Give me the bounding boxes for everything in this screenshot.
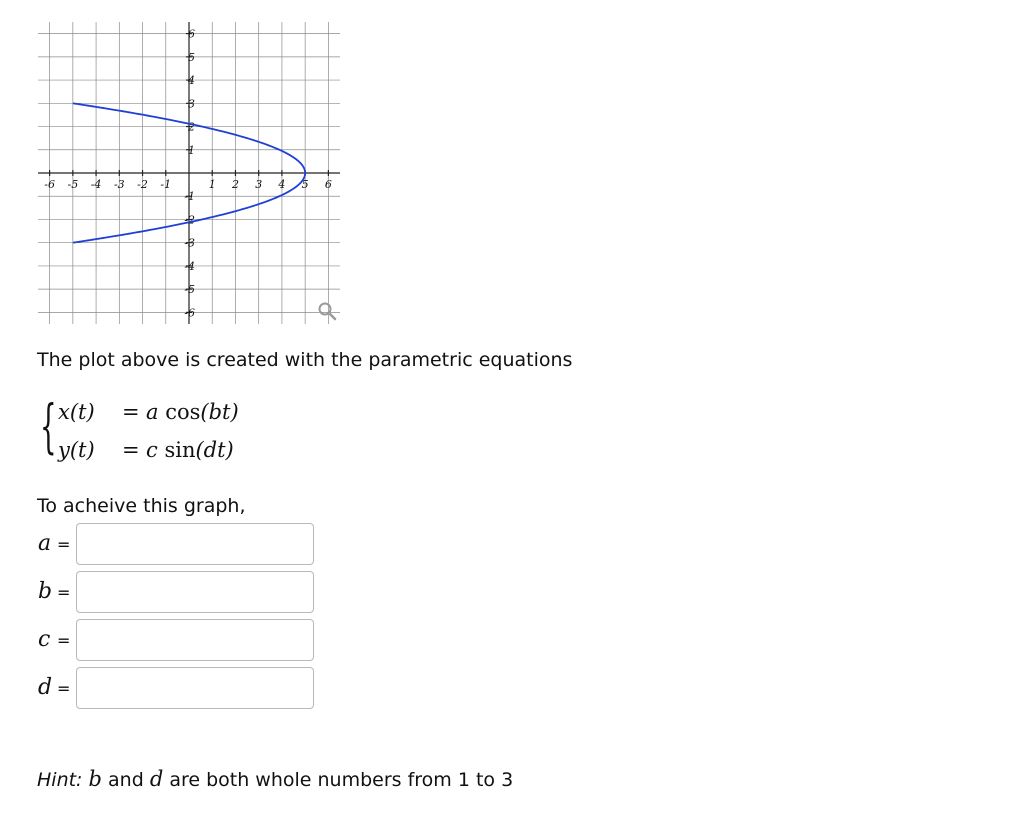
field-equals-d: =: [57, 679, 71, 698]
y-tick-label: -2: [184, 213, 195, 227]
equation-y: [58, 438, 234, 462]
equation-x-arg: (bt): [200, 400, 239, 424]
y-tick-label: -3: [184, 236, 195, 250]
y-tick-label: 5: [188, 50, 195, 64]
field-label-b: b: [38, 579, 53, 604]
field-equals-a: =: [57, 535, 71, 554]
magnifier-icon[interactable]: [320, 304, 336, 320]
field-equals-b: =: [57, 583, 71, 602]
instruction-text: To acheive this graph,: [37, 495, 246, 517]
x-tick-label: 4: [278, 178, 286, 191]
x-tick-label: -2: [137, 178, 148, 191]
equation-x-lhs: x(t): [58, 400, 95, 424]
equation-x-coef: a: [146, 400, 159, 424]
hint-text: [37, 767, 513, 791]
x-tick-label: -5: [67, 178, 79, 191]
y-tick-label: 4: [188, 74, 195, 88]
field-equals-c: =: [57, 631, 71, 650]
x-tick-label: 5: [301, 178, 309, 191]
x-tick-label: -1: [160, 178, 172, 191]
input-d[interactable]: [76, 667, 314, 709]
y-tick-label: -6: [184, 306, 195, 320]
field-label-a: a: [38, 531, 52, 556]
y-tick-label: 2: [188, 120, 195, 134]
x-tick-label: -6: [44, 178, 55, 191]
parametric-plot: [38, 22, 340, 324]
x-tick-label: 2: [231, 178, 239, 191]
y-tick-label: -1: [184, 190, 195, 204]
left-brace: {: [40, 392, 57, 460]
y-tick-label: 1: [188, 143, 195, 157]
x-tick-label: -3: [113, 178, 125, 191]
equation-y-equals: =: [122, 438, 140, 462]
y-tick-label: -4: [184, 259, 195, 273]
y-tick-label: -5: [184, 283, 195, 297]
hint-rest: are both whole numbers from 1 to 3: [169, 769, 514, 791]
equation-y-arg: (dt): [195, 438, 234, 462]
equation-x-equals: =: [122, 400, 140, 424]
hint-label: Hint:: [37, 769, 83, 791]
equation-x-func: cos: [165, 400, 201, 424]
y-tick-label: 3: [188, 97, 195, 111]
x-tick-label: 1: [208, 178, 216, 191]
hint-var-d: d: [149, 767, 164, 791]
equation-x: [58, 400, 239, 424]
field-label-c: c: [38, 627, 51, 652]
hint-and: and: [108, 769, 144, 791]
equation-y-lhs: y(t): [58, 438, 95, 462]
equation-y-func: sin: [164, 438, 196, 462]
x-tick-label: 6: [324, 178, 332, 191]
hint-var-b: b: [88, 767, 102, 791]
x-tick-label: -4: [90, 178, 102, 191]
equation-y-coef: c: [146, 438, 158, 462]
input-b[interactable]: [76, 571, 314, 613]
x-tick-label: 3: [255, 178, 263, 191]
y-tick-label: 6: [188, 27, 195, 41]
intro-text: The plot above is created with the parametric equations: [37, 349, 573, 371]
input-a[interactable]: [76, 523, 314, 565]
input-c[interactable]: [76, 619, 314, 661]
field-label-d: d: [38, 675, 53, 700]
